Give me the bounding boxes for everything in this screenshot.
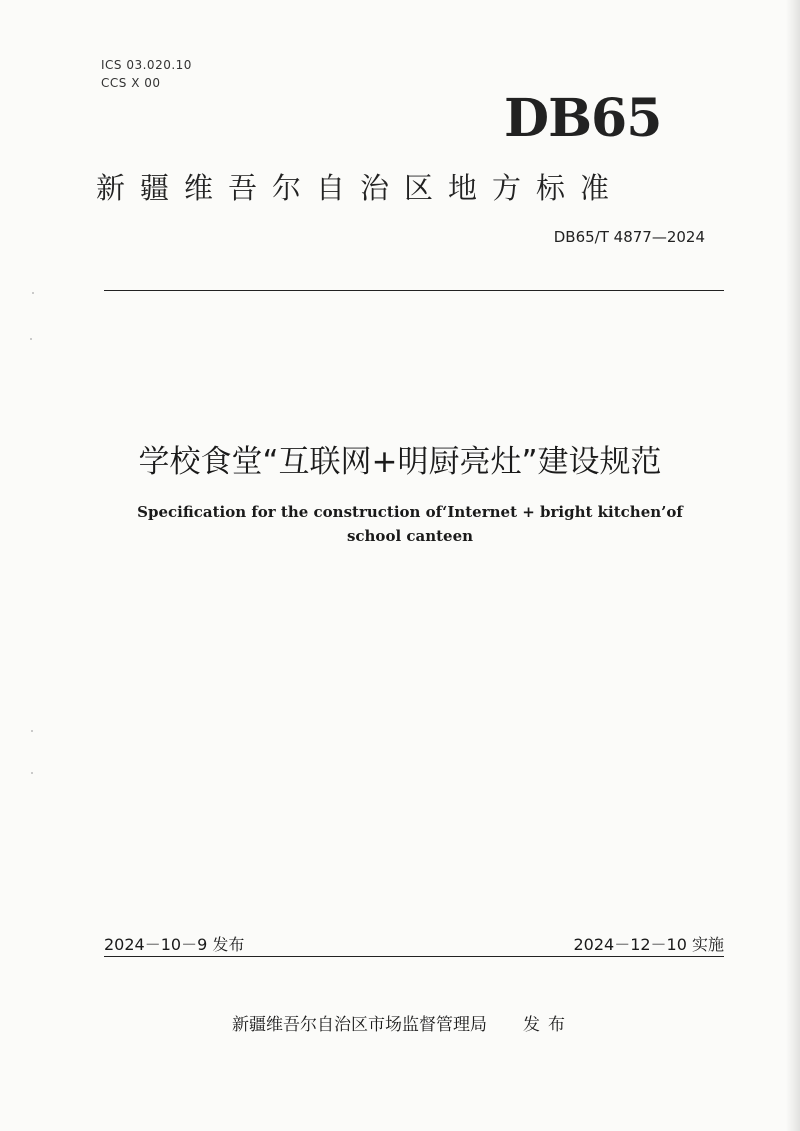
issuing-authority-heading: 新疆维吾尔自治区地方标准 [96, 171, 625, 205]
effective-date: 2024－12－10 实施 [573, 935, 724, 954]
ccs-code: CCS X 00 [101, 76, 161, 90]
scan-speck [31, 772, 33, 774]
ics-code: ICS 03.020.10 [101, 58, 192, 72]
standard-number: DB65/T 4877—2024 [553, 228, 705, 246]
publisher-line [232, 1010, 573, 1035]
scan-speck [32, 292, 34, 294]
document-title-english: Specification for the construction of‘Internet + bright kitchen’of school canteen [137, 503, 683, 545]
top-divider [104, 290, 724, 291]
publish-word: 发布 [523, 1015, 573, 1035]
bottom-divider [104, 956, 724, 957]
db65-logo: DB65 [504, 88, 662, 149]
classification-codes [101, 56, 192, 92]
document-title-chinese: 学校食堂“互联网+明厨亮灶”建设规范 [138, 444, 662, 480]
scan-speck [30, 338, 32, 340]
page-edge-shadow [786, 0, 800, 1131]
issue-date: 2024－10－9 发布 [104, 935, 245, 954]
publisher-name: 新疆维吾尔自治区市场监督管理局 [232, 1015, 487, 1035]
scan-speck [31, 730, 33, 732]
